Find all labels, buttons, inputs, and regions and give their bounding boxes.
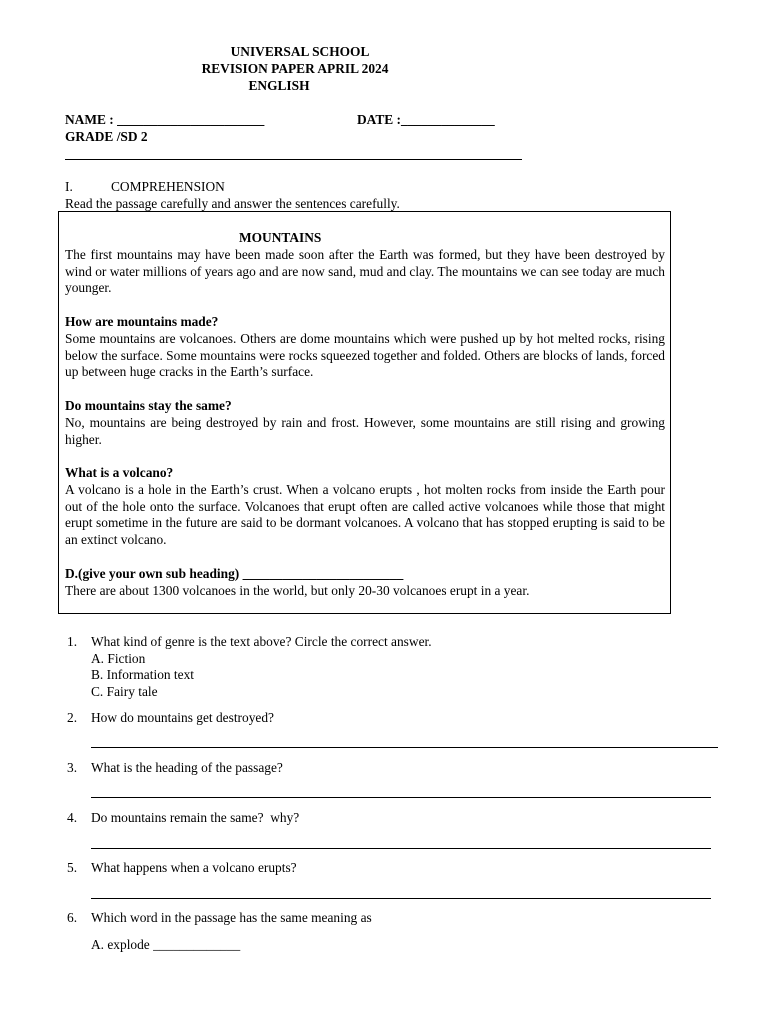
question-number: 1. (67, 634, 78, 649)
section-instruction: Read the passage carefully and answer the sentences carefully. (65, 196, 400, 211)
header-divider (65, 159, 522, 160)
passage-subheading-blank: D.(give your own sub heading) ________________________ (65, 566, 404, 581)
question-2 (67, 710, 274, 727)
passage-paragraph: Some mountains are volcanoes. Others are dome mountains which were pushed up by hot melted rocks, rising below the surface. Some mountains were rocks squeezed together and folded. Others are blocks of lands, forced up between huge cracks in the Earth’s surface. (65, 331, 665, 380)
passage-subheading: What is a volcano? (65, 465, 174, 480)
date-field-label: DATE :______________ (357, 112, 495, 127)
question-text: How do mountains get destroyed? (91, 710, 274, 725)
section-title: COMPREHENSION (111, 179, 225, 194)
passage-paragraph: No, mountains are being destroyed by rain and frost. However, some mountains are still rising and growing higher. (65, 415, 665, 447)
question-4 (67, 810, 299, 827)
question-text: What is the heading of the passage? (91, 760, 283, 775)
passage-subheading: How are mountains made? (65, 314, 219, 329)
question-text: What kind of genre is the text above? Circle the correct answer. (91, 634, 432, 649)
question-number: 5. (67, 860, 78, 875)
question-5 (67, 860, 297, 877)
answer-option-c[interactable]: C. Fairy tale (91, 684, 158, 699)
passage-intro: The first mountains may have been made soon after the Earth was formed, but they have been destroyed by wind or water millions of years ago and are now sand, mud and clay. The mountains we can see today are much younger. (65, 247, 665, 296)
answer-line[interactable] (91, 848, 711, 849)
question-number: 3. (67, 760, 78, 775)
question-text: Do mountains remain the same? why? (91, 810, 300, 825)
question-6 (67, 910, 372, 927)
passage-paragraph: A volcano is a hole in the Earth’s crust. When a volcano erupts , hot molten rocks from inside the Earth pour out of the hole onto the surface. Volcanoes that erupt often are called active volcanoes while those that might erupt sometime in the future are said to be dormant volcanoes. A volcano that has stopped erupting is said to be an extinct volcano. (65, 482, 665, 547)
question-number: 4. (67, 810, 78, 825)
subject-name: ENGLISH (248, 78, 310, 93)
question-1 (67, 634, 432, 651)
question-text: What happens when a volcano erupts? (91, 860, 297, 875)
answer-option-a[interactable]: A. Fiction (91, 651, 146, 666)
passage-subheading: Do mountains stay the same? (65, 398, 232, 413)
grade-label: GRADE /SD 2 (65, 129, 148, 144)
question-text: Which word in the passage has the same meaning as (91, 910, 372, 925)
answer-line[interactable] (91, 747, 718, 748)
name-field-label: NAME : ______________________ (65, 112, 265, 127)
paper-title: REVISION PAPER APRIL 2024 (201, 61, 389, 76)
q6-answer-item[interactable]: A. explode _____________ (91, 937, 241, 952)
question-number: 6. (67, 910, 78, 925)
question-number: 2. (67, 710, 78, 725)
answer-option-b[interactable]: B. Information text (91, 667, 195, 682)
section-number: I. (65, 179, 73, 194)
passage-title: MOUNTAINS (239, 230, 322, 245)
school-name: UNIVERSAL SCHOOL (230, 44, 370, 59)
answer-line[interactable] (91, 898, 711, 899)
answer-line[interactable] (91, 797, 711, 798)
passage-paragraph: There are about 1300 volcanoes in the world, but only 20-30 volcanoes erupt in a year. (65, 583, 530, 598)
question-3 (67, 760, 283, 777)
